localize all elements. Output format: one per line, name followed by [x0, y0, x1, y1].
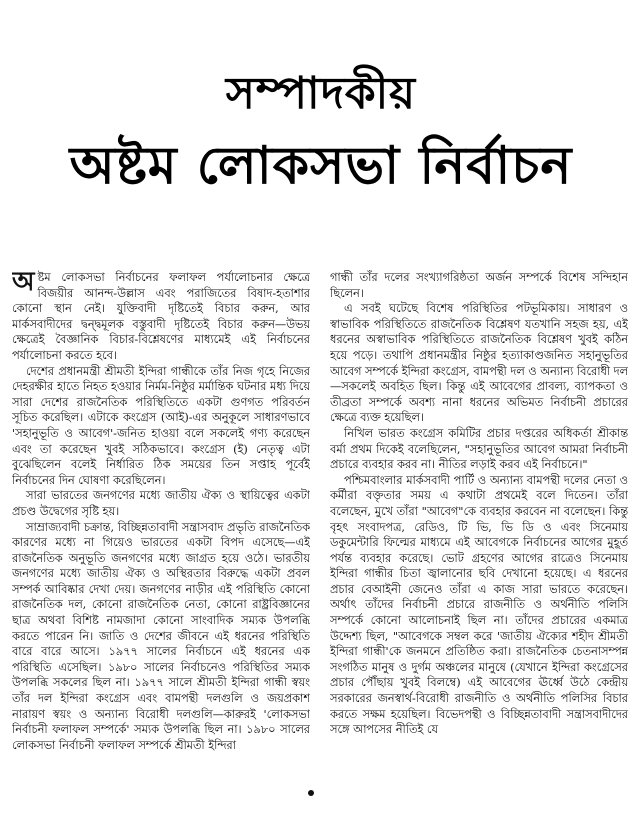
paragraph: পশ্চিমবাংলার মার্কসবাদী পার্টি ও অন্যান্য বামপন্থী দলের নেতা ও কর্মীরা বক্তৃতার সময় এ কথাটা প্রথমেই বলে দিতেন। তাঁরা বলেছেন, মুখে তাঁরা "আবেগ"কে ব্যবহার করবেন না বলেছেন। কিন্তু বৃহৎ সংবাদপত্র, রেডিও, টি ভি, ভি ডি ও এবং সিনেমায় ডকুমেন্টারি ফিল্মের মাধ্যমে এই আবেগকে নির্বাচনের আগের মুহূর্ত পর্যন্ত ব্যবহার করেছে। ভোট গ্রহণের আগের রাত্রেও সিনেমায় ইন্দিরা গান্ধীর চিতা জ্বালানোর ছবি দেখানো হয়েছে। এ ধরনের প্রচার বেআইনী জেনেও তাঁরা এ কাজ সারা ভারতে করেছেন। অর্থাৎ তাঁদের নির্বাচনী প্রচারে রাজনীতি ও অর্থনীতি পলিসি সম্পর্কে কোনো আলোচনাই ছিল না। তাঁদের প্রচারের একমাত্র উদ্দেশ্য ছিল, "আবেগকে সম্বল করে 'জাতীয় ঐক্যের শহীদ শ্রীমতী ইন্দিরা গান্ধী'কে জনমনে প্রতিষ্ঠিত করা। রাজনৈতিক চেতনাসম্পন্ন সংগঠিত মানুষ ও দুর্গম অঞ্চলের মানুষে (যেখানে ইন্দিরা কংগ্রেসের প্রচার পৌঁছায় খুবই বিলম্বে) এই আবেগের ঊর্ধ্বে উঠে কেন্দ্রীয় সরকারের জনস্বার্থ-বিরোধী রাজনীতি ও অর্থনীতি পলিসির বিচার করতে সক্ষম হয়েছিল। বিভেদপন্থী ও বিচ্ছিন্নতাবাদী সন্ত্রাসবাদীদের সঙ্গে আপসের নীতিই যে: [330, 473, 628, 737]
paragraph: গান্ধী তাঁর দলের সংখ্যাগরিষ্ঠতা অর্জন সম্পর্কে বিশেষ সন্দিহান ছিলেন।: [330, 271, 628, 300]
page-marker-dot: [308, 790, 314, 796]
article-column-left: [12, 270, 310, 830]
paragraph: ষ্টম লোকসভা নির্বাচনের ফলাফল পর্যালোচনার ক্ষেত্রে বিজয়ীর আনন্দ-উল্লাস এবং পরাজিতের বিষাদ-হতাশার কোনো স্থান নেই। যুক্তিবাদী দৃষ্টিতেই বিচার করুন, আর মার্কসবাদীদের দ্বন্দ্বমূলক বস্তুবাদী দৃষ্টিতেই বিচার করুন—উভয় ক্ষেত্রেই বৈজ্ঞানিক বিচার-বিশ্লেষণের মাধ্যমেই এই নির্বাচনের পর্যালোচনা করতে হবে।: [12, 271, 310, 362]
editorial-label: সম্পাদকীয়: [225, 68, 417, 119]
paragraph: নিখিল ভারত কংগ্রেস কমিটির প্রচার দপ্তরের অধিকর্তা শ্রীকান্ত বর্মা প্রথম দিকেই বলেছিলেন, "সহানুভূতির আবেগ আমরা নির্বাচনী প্রচারে ব্যবহার করব না। নীতির লড়াই করব এই নির্বাচনে।": [330, 426, 628, 472]
paragraph: এ সবই ঘটেছে বিশেষ পরিস্থিতির পটভূমিকায়। সাধারণ ও স্বাভাবিক পরিস্থিতিতে রাজনৈতিক বিশ্লেষণ যতখানি সহজ হয়, এই ধরনের অস্বাভাবিক পরিস্থিতিতে রাজনৈতিক বিশ্লেষণ খুবই কঠিন হয়ে পড়ে। তথাপি প্রধানমন্ত্রীর নিষ্ঠুর হত্যাকাণ্ডজনিত সহানুভূতির আবেগ সম্পর্কে ইন্দিরা কংগ্রেস, বামপন্থী দল ও অন্যান্য বিরোধী দল—সকলেই অবহিত ছিল। কিন্তু এই আবেগের প্রাবল্য, ব্যাপকতা ও তীব্রতা সম্পর্কে অবশ্য নানা ধরনের অভিমত নির্বাচনী প্রচারের ক্ষেত্রে ব্যক্ত হয়েছিল।: [330, 302, 628, 425]
drop-cap: অ: [12, 270, 35, 297]
paragraph: দেশের প্রধানমন্ত্রী শ্রীমতী ইন্দিরা গান্ধীকে তাঁর নিজ গৃহে নিজের দেহরক্ষীর হাতে নিহত হওয়ার নির্মম-নিষ্ঠুর মর্মান্তিক ঘটনার মধ্য দিয়ে সারা দেশের রাজনৈতিক পরিস্থিতিতে একটা গুণগত পরিবর্তন সূচিত করেছিল। এটাকে কংগ্রেস (আই)-এর অনুকূলে সাধারণভাবে 'সহানুভূতি ও আবেগ'-জনিত হাওয়া বলে সকলেই গণ্য করেছেন এবং তা করেছেন খুবই সঠিকভাবে। কংগ্রেস (ই) নেতৃত্ব এটা বুঝেছিলেন বলেই নির্ধারিত ঠিক সময়ের তিন সপ্তাহ পূর্বেই নির্বাচনের দিন ঘোষণা করেছিলেন।: [12, 364, 310, 487]
paragraph: সাম্রাজ্যবাদী চক্রান্ত, বিচ্ছিন্নতাবাদী সন্ত্রাসবাদ প্রভৃতি রাজনৈতিক কারণের মধ্যে না গিয়েও ভারতের একটা বিপদ এসেছে—এই রাজনৈতিক অনুভূতি জনগণের মধ্যে জাগ্রত হয়ে ওঠে। ভারতীয় জনগণের মধ্যে জাতীয় ঐক্য ও অস্থিরতার বিরুদ্ধে একটা প্রবল সম্পর্ক আবিষ্কার দেখা দেয়। জনগণের নাড়ীর এই পরিস্থিতি কোনো রাজনৈতিক দল, কোনো রাজনৈতিক নেতা, কোনো রাষ্ট্রবিজ্ঞানের ছাত্র অথবা বিশিষ্ট নামজাদা কোনো সাংবাদিক সম্যক উপলব্ধি করতে পারেন নি। জাতি ও দেশের জীবনে এই ধরনের পরিস্থিতি বারে বারে আসে। ১৯৭৭ সালের নির্বাচনে এই ধরনের এক পরিস্থিতি এসেছিল। ১৯৮০ সালের নির্বাচনেও পরিস্থিতির সম্যক উপলব্ধি সকলের ছিল না। ১৯৭৭ সালে শ্রীমতী ইন্দিরা গান্ধী স্বয়ং তাঁর দল ইন্দিরা কংগ্রেস এবং বামপন্থী দলগুলি ও জয়প্রকাশ নারায়ণ স্বয়ং ও অন্যান্য বিরোধী দলগুলি—কারুরই 'লোকসভা নির্বাচনী ফলাফল সম্পর্কে' সম্যক উপলব্ধি ছিল না। ১৯৮০ সালের লোকসভা নির্বাচনী ফলাফল সম্পর্কে শ্রীমতী ইন্দিরা: [12, 520, 310, 752]
paragraph: সারা ভারতের জনগণের মধ্যে জাতীয় ঐক্য ও স্থায়িত্বের একটা প্রচণ্ড উদ্বেগের সৃষ্টি হয়।: [12, 489, 310, 518]
article-column-right: [330, 270, 628, 830]
page-title: অষ্টম লোকসভা নির্বাচন: [69, 135, 573, 196]
